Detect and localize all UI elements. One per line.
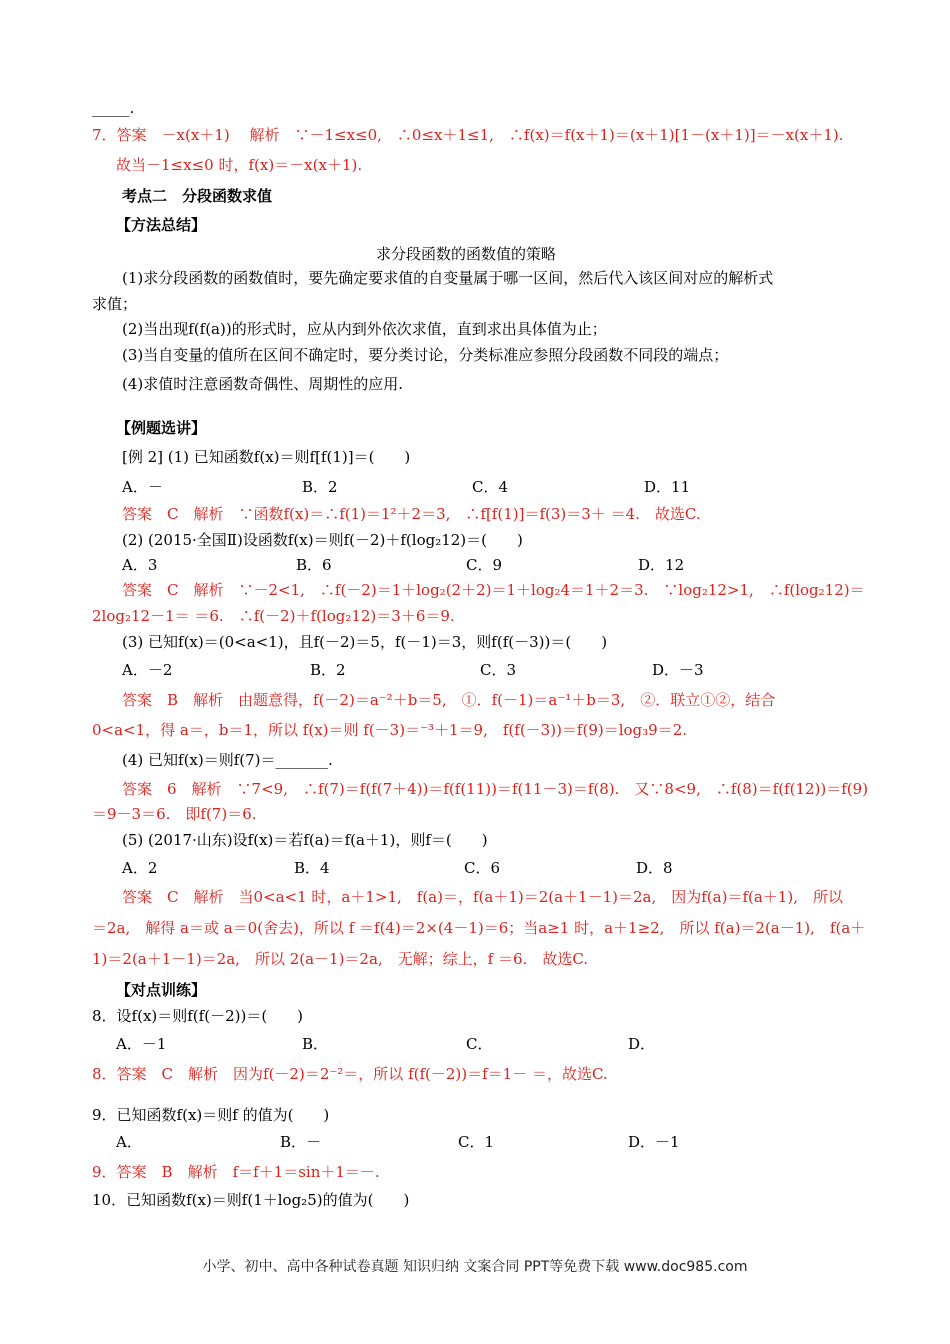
example-2-3: (3) 已知f(x)＝(0<a<1)，且f(－2)＝5，f(－1)＝3，则f(f(－3))＝( ) (122, 633, 608, 651)
strategy-1-cont: 求值； (92, 295, 138, 313)
blank-line: _____. (92, 99, 135, 117)
answer-q5-cont2: 1)＝2(a＋1－1)＝2a, 所以 2(a－1)＝2a, 无解；综上，f ＝6. 故选C. (92, 950, 589, 968)
option-a: A．－ (122, 478, 163, 496)
option-d: D．12 (638, 556, 685, 574)
option-a: A．－1 (116, 1035, 167, 1053)
option-b: B．2 (302, 478, 338, 496)
answer-q2-cont: 2log₂12－1＝ ＝6. ∴f(－2)＋f(log₂12)＝3＋6＝9. (92, 607, 455, 625)
answer-q5: 答案 C 解析 当0<a<1 时，a＋1>1, f(a)＝，f(a＋1)＝2(a＋1－1)＝2a, 因为f(a)＝f(a＋1), 所以 (122, 888, 843, 906)
option-d: D．8 (636, 859, 673, 877)
answer-9: 9．答案 B 解析 f＝f＋1＝sin＋1＝－. (92, 1163, 380, 1181)
answer-7-cont: 故当－1≤x≤0 时，f(x)＝－x(x＋1). (116, 156, 363, 174)
footer: 小学、初中、高中各种试卷真题 知识归纳 文案合同 PPT等免费下载 www.doc985.com (202, 1259, 748, 1275)
method-summary-heading: 【方法总结】 (116, 216, 207, 234)
strategy-3: (3)当自变量的值所在区间不确定时，要分类讨论，分类标准应参照分段函数不同段的端点； (122, 346, 729, 364)
section-title: 考点二 分段函数求值 (122, 187, 273, 205)
question-10: 10．已知函数f(x)＝则f(1＋log₂5)的值为( ) (92, 1191, 410, 1209)
option-d: D．11 (644, 478, 691, 496)
answer-q3-cont: 0<a<1，得 a＝，b＝1，所以 f(x)＝则 f(－3)＝⁻³＋1＝9, f(f(－3))＝f(9)＝log₃9＝2. (92, 721, 688, 739)
example-2-1: [例 2] (1) 已知函数f(x)＝则f[f(1)]＝( ) (122, 448, 411, 466)
example-2-4: (4) 已知f(x)＝则f(7)＝_______. (122, 751, 333, 769)
option-a: A．2 (122, 859, 158, 877)
option-d: D．－3 (652, 661, 704, 679)
strategy-title: 求分段函数的函数值的策略 (376, 245, 557, 263)
option-c: C．9 (466, 556, 503, 574)
option-a: A．3 (122, 556, 158, 574)
option-b: B．－ (280, 1133, 322, 1151)
option-b: B．6 (296, 556, 332, 574)
strategy-1: (1)求分段函数的函数值时，要先确定要求值的自变量属于哪一区间，然后代入该区间对应的解析式 (122, 269, 774, 287)
option-c: C．3 (480, 661, 517, 679)
example-2-5: (5) (2017·山东)设f(x)＝若f(a)＝f(a＋1)，则f＝( ) (122, 831, 488, 849)
answer-q3: 答案 B 解析 由题意得，f(－2)＝a⁻²＋b＝5, ①．f(－1)＝a⁻¹＋b＝3, ②．联立①②，结合 (122, 691, 776, 709)
answer-8: 8．答案 C 解析 因为f(－2)＝2⁻²＝，所以 f(f(－2))＝f＝1－ ＝，故选C. (92, 1065, 608, 1083)
option-d: D． (628, 1035, 656, 1053)
question-9: 9．已知函数f(x)＝则f 的值为( ) (92, 1106, 330, 1124)
option-b: B． (302, 1035, 329, 1053)
answer-q4-cont: ＝9－3＝6. 即f(7)＝6. (92, 805, 257, 823)
answer-q2: 答案 C 解析 ∵－2<1, ∴f(－2)＝1＋log₂(2＋2)＝1＋log₂4＝1＋2＝3. ∵log₂12>1, ∴f(log₂12)＝ (122, 581, 865, 599)
option-d: D．－1 (628, 1133, 680, 1151)
examples-heading: 【例题选讲】 (116, 419, 207, 437)
answer-q5-cont: ＝2a, 解得 a＝或 a＝0(舍去)，所以 f ＝f(4)＝2×(4－1)＝6；当a≥1 时，a＋1≥2, 所以 f(a)＝2(a－1), f(a＋ (92, 919, 866, 937)
strategy-4: (4)求值时注意函数奇偶性、周期性的应用. (122, 375, 404, 393)
option-c: C．4 (472, 478, 509, 496)
answer-q4: 答案 6 解析 ∵7<9, ∴f(7)＝f(f(7＋4))＝f(f(11))＝f(11－3)＝f(8). 又∵8<9, ∴f(8)＝f(f(12))＝f(9) (122, 780, 869, 798)
answer-7: 7．答案 －x(x＋1) 解析 ∵－1≤x≤0, ∴0≤x＋1≤1, ∴f(x)＝f(x＋1)＝(x＋1)[1－(x＋1)]＝－x(x＋1). (92, 126, 844, 144)
option-c: C．1 (458, 1133, 495, 1151)
option-a: A．－2 (122, 661, 173, 679)
strategy-2: (2)当出现f(f(a))的形式时，应从内到外依次求值，直到求出具体值为止； (122, 320, 607, 338)
option-b: B．4 (294, 859, 330, 877)
question-8: 8．设f(x)＝则f(f(－2))＝( ) (92, 1007, 304, 1025)
answer-q1: 答案 C 解析 ∵函数f(x)＝∴f(1)＝1²＋2＝3, ∴f[f(1)]＝f(3)＝3＋ ＝4. 故选C. (122, 505, 701, 523)
option-c: C．6 (464, 859, 501, 877)
practice-heading: 【对点训练】 (116, 981, 207, 999)
example-2-2: (2) (2015·全国Ⅱ)设函数f(x)＝则f(－2)＋f(log₂12)＝( ) (122, 531, 523, 549)
option-b: B．2 (310, 661, 346, 679)
option-c: C． (466, 1035, 493, 1053)
option-a: A． (116, 1133, 142, 1151)
